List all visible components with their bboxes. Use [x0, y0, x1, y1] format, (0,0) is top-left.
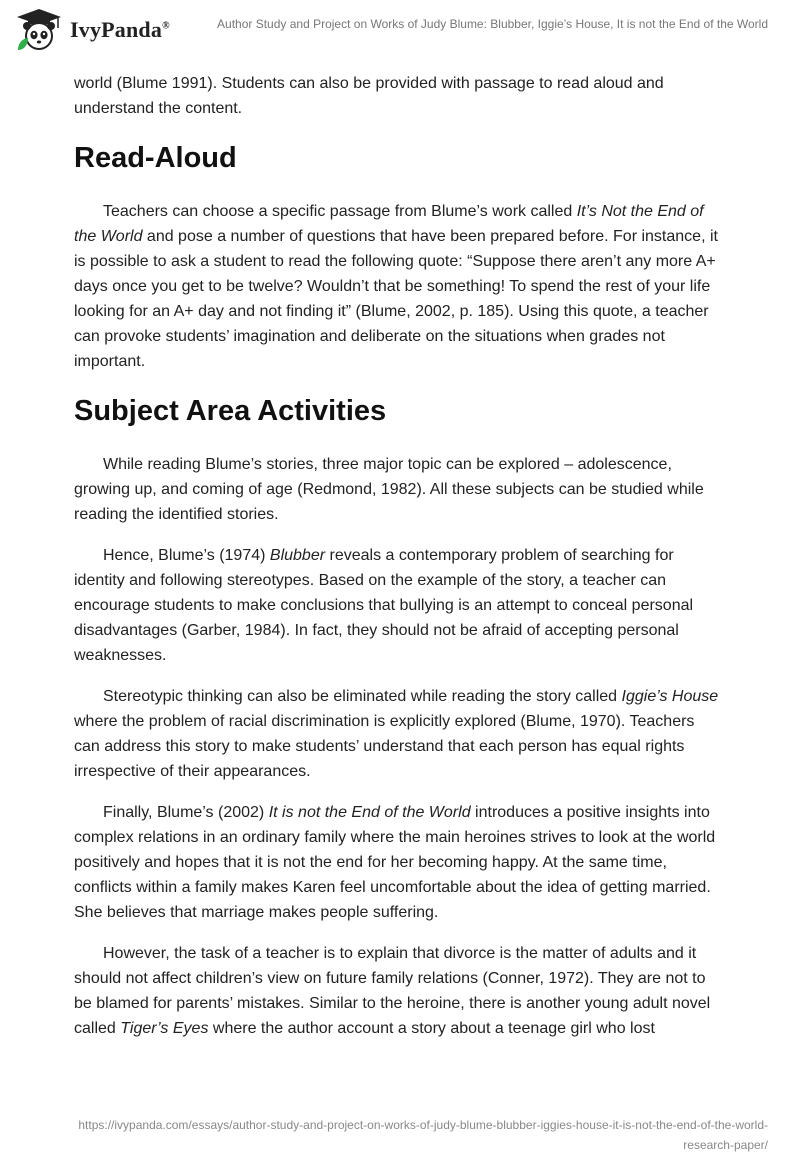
- article-body: [74, 71, 724, 1057]
- heading-subject-area-activities: Subject Area Activities: [74, 395, 387, 427]
- document-title: Author Study and Project on Works of Judy Blume: Blubber, Iggie’s House, It is not the End of the World: [217, 17, 768, 31]
- logo-text: IvyPanda®: [70, 17, 170, 42]
- paragraph-topics: While reading Blume’s stories, three major topic can be explored – adolescence, growing up, and coming of age (Redmond, 1982). All these subjects can be studied while reading the identified stories.: [74, 456, 704, 523]
- book-title: Blubber: [269, 547, 326, 564]
- paragraph-blubber: Hence, Blume’s (1974) Blubber reveals a contemporary problem of searching for identity and following stereotypes. Based on the example of the story, a teacher can encourage students to make conclusions that bullying is an attempt to conceal personal disadvantages (Garber, 1984). In fact, they should not be afraid of accepting personal weaknesses.: [74, 547, 694, 664]
- paragraph-end-of-world: Finally, Blume’s (2002) It is not the End of the World introduces a positive insights into complex relations in an ordinary family where the main heroines strives to look at the world positively and hopes that it is not the end for her becoming happy. At the same time, conflicts within a family makes Karen feel uncomfortable about the idea of getting married. She believes that marriage makes people suffering.: [74, 804, 716, 921]
- paragraph-intro-continued: world (Blume 1991). Students can also be provided with passage to read aloud and understand the content.: [74, 75, 664, 117]
- book-title: Tiger’s Eyes: [120, 1020, 209, 1037]
- book-title: It’s Not the End of the World: [74, 203, 704, 245]
- source-url[interactable]: https://ivypanda.com/essays/author-study-and-project-on-works-of-judy-blume-blubber-iggies-house-it-is-not-the-end-of-the-world-research-paper/: [78, 1118, 768, 1152]
- book-title: It is not the End of the World: [268, 804, 471, 821]
- paragraph-iggies-house: Stereotypic thinking can also be eliminated while reading the story called Iggie’s House where the problem of racial discrimination is explicitly explored (Blume, 1970). Teachers can address this story to make students’ understand that each person has equal rights irrespective of their appearances.: [74, 688, 719, 780]
- heading-read-aloud: Read-Aloud: [74, 142, 237, 174]
- ivypanda-logo[interactable]: [14, 8, 170, 52]
- page-header: [0, 0, 800, 60]
- panda-graduate-icon: [14, 8, 64, 52]
- book-title: Iggie’s House: [621, 688, 719, 705]
- paragraph-divorce: However, the task of a teacher is to explain that divorce is the matter of adults and it should not affect children’s view on future family relations (Conner, 1972). They are not to be blamed for parents’ mistakes. Similar to the heroine, there is another young adult novel called Tiger’s Eyes where the author account a story about a teenage girl who lost: [74, 945, 711, 1037]
- paragraph-read-aloud: Teachers can choose a specific passage from Blume’s work called It’s Not the End of the World and pose a number of questions that have been prepared before. For instance, it is possible to ask a student to read the following quote: “Suppose there aren’t any more A+ days once you get to be twelve? Wouldn’t that be something! To spend the rest of your life looking for an A+ day and not finding it” (Blume, 2002, p. 185). Using this quote, a teacher can provoke students’ imagination and deliberate on the situations when grades not important.: [74, 203, 718, 370]
